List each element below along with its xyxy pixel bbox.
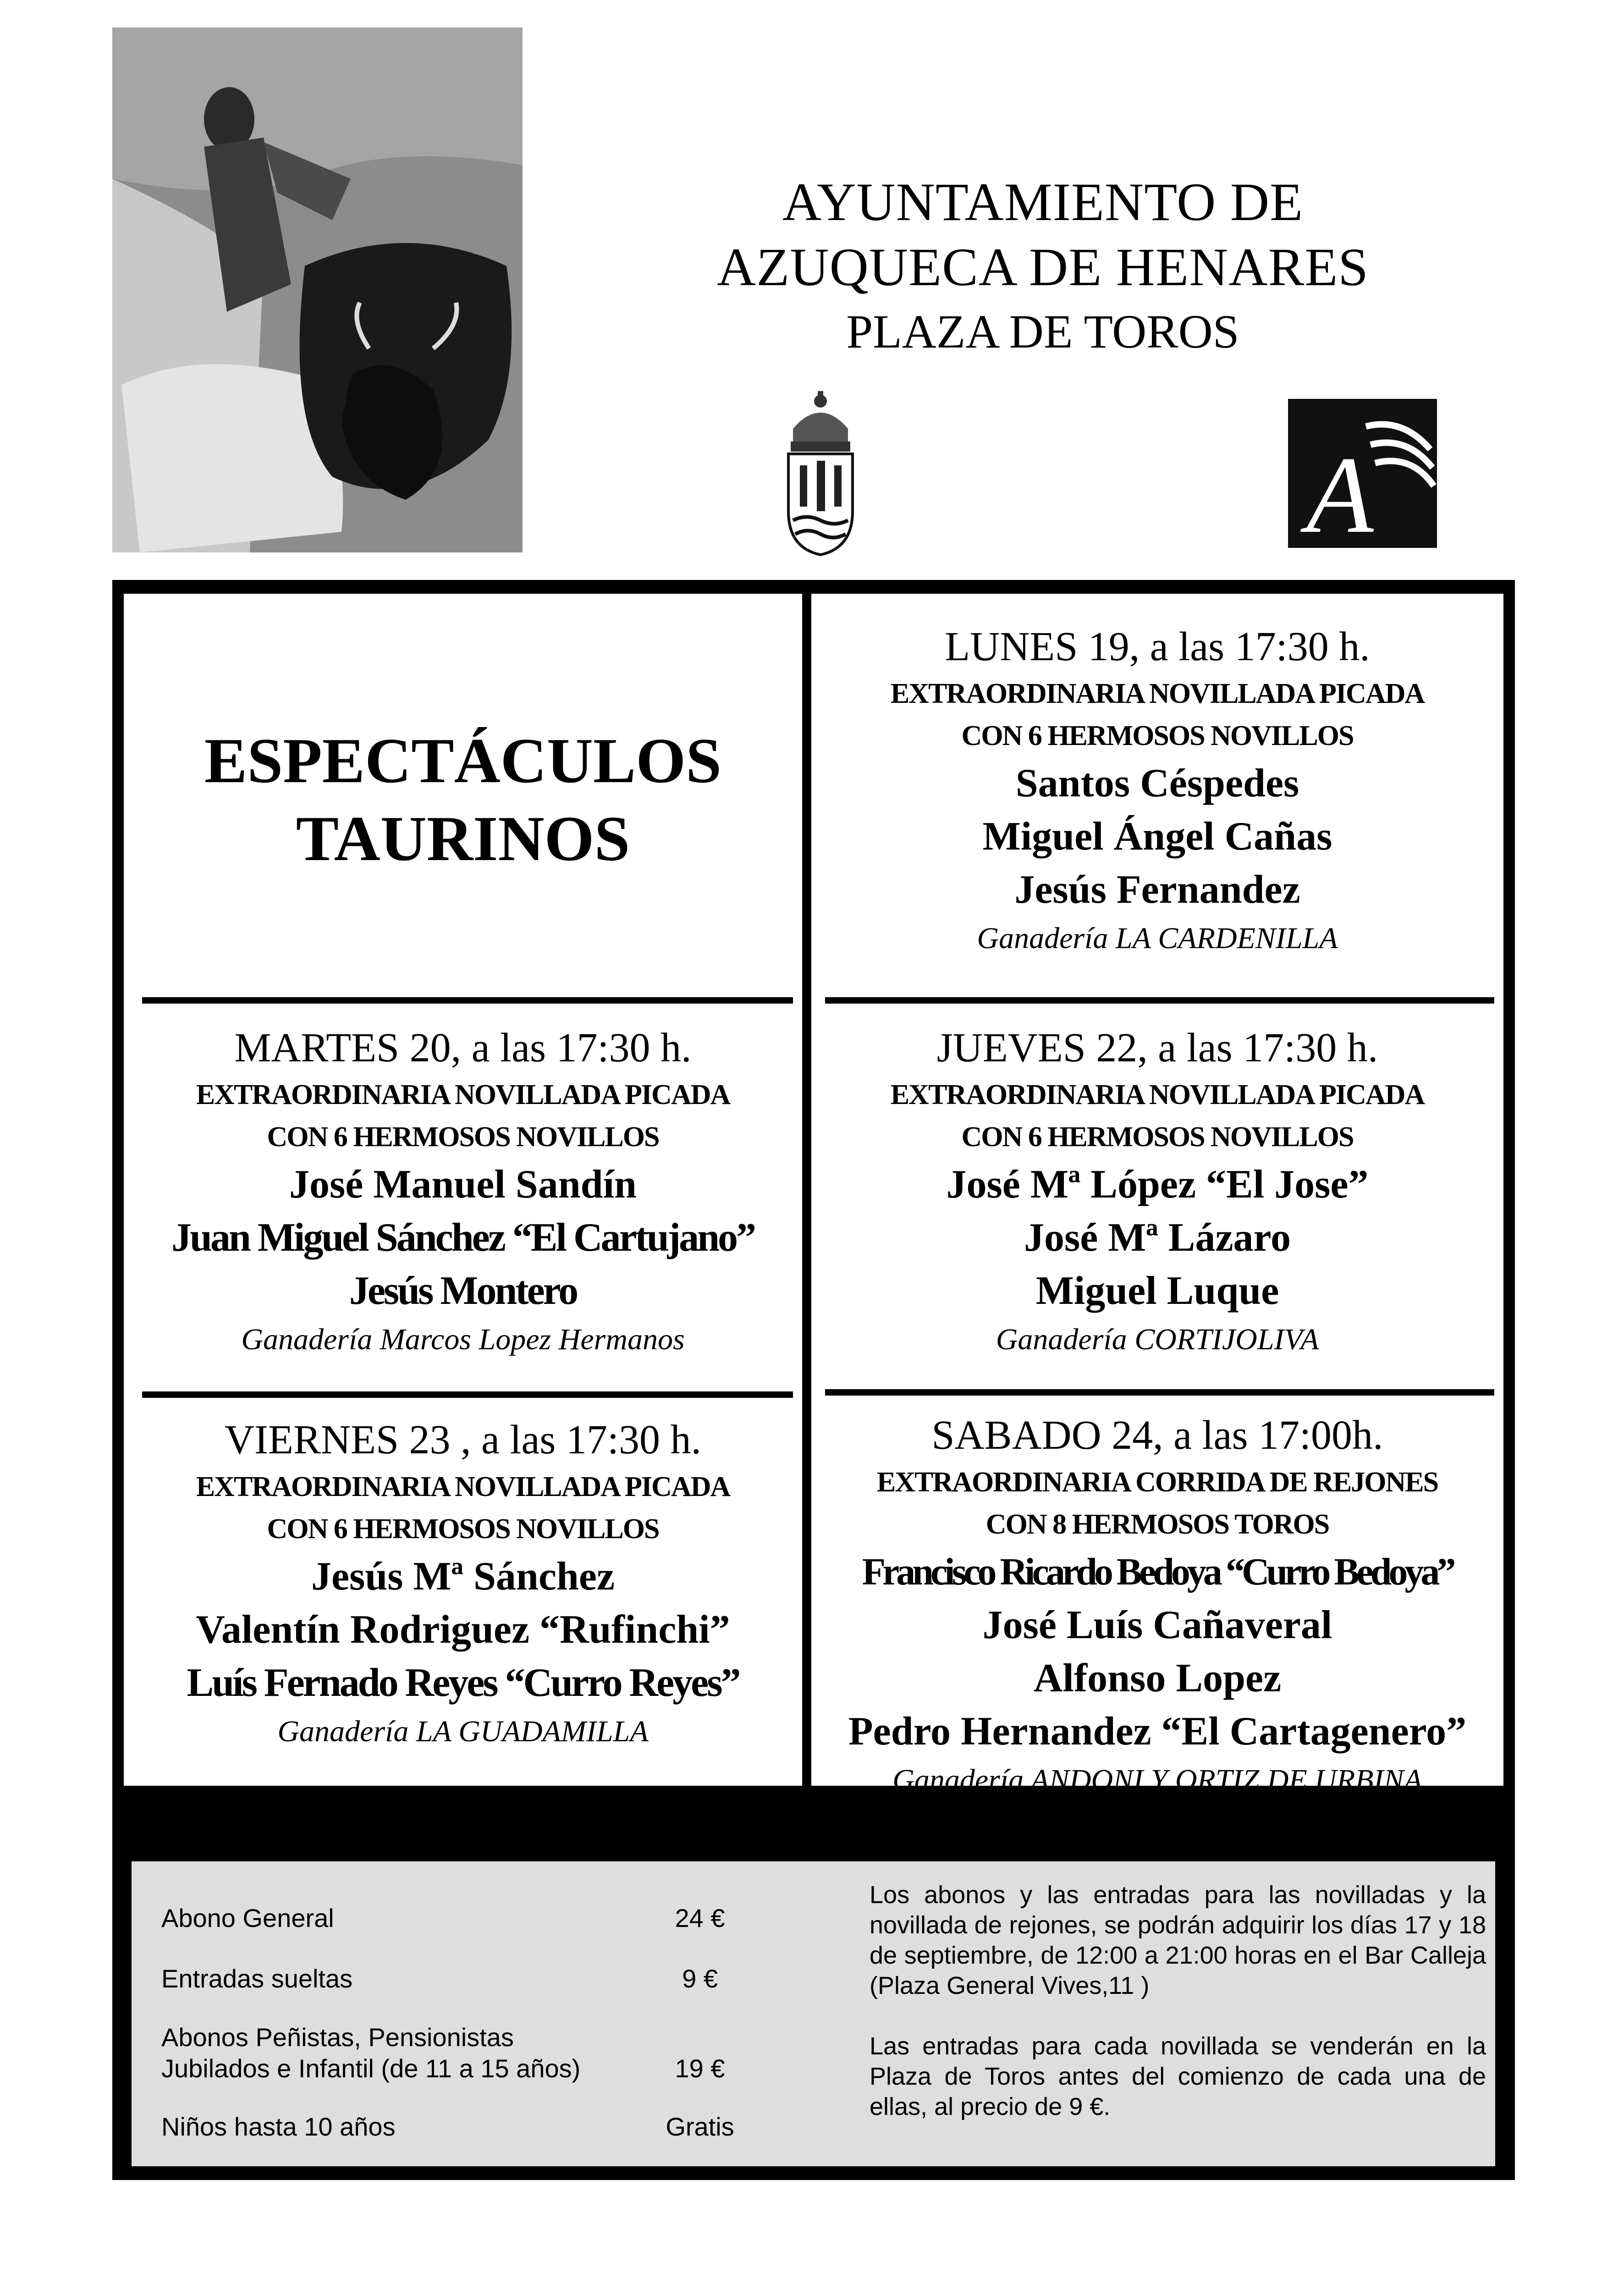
divider xyxy=(825,1389,1494,1396)
event-sabado xyxy=(811,1410,1503,1802)
torero-name: Jesús Fernandez xyxy=(1014,867,1300,912)
main-title-line-1: ESPECTÁCULOS xyxy=(204,725,722,796)
header-line-2: AZUQUECA DE HENARES xyxy=(717,237,1369,297)
events-frame xyxy=(112,580,1515,2180)
price-label: Niños hasta 10 años xyxy=(161,2112,396,2141)
event-subtitle: CON 6 HERMOSOS NOVILLOS xyxy=(267,1121,659,1153)
torero-name: Santos Céspedes xyxy=(1015,761,1299,806)
bullfight-painting xyxy=(112,28,523,552)
price-label: Abonos Peñistas, Pensionistas xyxy=(161,2023,514,2052)
price-row xyxy=(161,1903,757,1934)
info-paragraph: Las entradas para cada novillada se venderán en la Plaza de Toros antes del comienzo de cada una de ellas, al precio de 9 €. xyxy=(870,2032,1486,2120)
coat-of-arms-icon xyxy=(775,387,866,557)
price-label: Entradas sueltas xyxy=(161,1964,353,1993)
main-title-line-2: TAURINOS xyxy=(296,803,630,874)
price-row xyxy=(161,2022,757,2084)
torero-name: Alfonso Lopez xyxy=(1033,1656,1282,1700)
event-day: MARTES 20, a las 17:30 h. xyxy=(234,1025,692,1071)
price-row xyxy=(161,2111,757,2142)
torero-name: Valentín Rodriguez “Rufinchi” xyxy=(196,1607,730,1652)
header xyxy=(642,170,1444,364)
event-viernes xyxy=(124,1414,802,1754)
divider xyxy=(142,1391,793,1398)
torero-name: Juan Miguel Sánchez “El Cartujano” xyxy=(171,1215,755,1260)
torero-name: Miguel Ángel Cañas xyxy=(982,814,1332,859)
header-line-3: PLAZA DE TOROS xyxy=(846,305,1239,358)
event-jueves xyxy=(811,1022,1503,1362)
price-label: Abono General xyxy=(161,1904,334,1932)
svg-text:A: A xyxy=(1306,434,1374,548)
ganaderia: Ganadería LA GUADAMILLA xyxy=(277,1715,649,1748)
event-subtitle: EXTRAORDINARIA NOVILLADA PICADA xyxy=(890,1079,1425,1110)
header-line-1: AYUNTAMIENTO DE xyxy=(782,172,1304,232)
right-panel xyxy=(811,594,1503,1797)
torero-name: José Luís Cañaveral xyxy=(982,1603,1332,1647)
left-panel xyxy=(124,594,802,1786)
torero-name: José Manuel Sandín xyxy=(289,1162,637,1207)
ganaderia: Ganadería Marcos Lopez Hermanos xyxy=(241,1323,685,1356)
event-day: SABADO 24, a las 17:00h. xyxy=(931,1413,1383,1458)
price-label: Jubilados e Infantil (de 11 a 15 años) xyxy=(161,2054,581,2083)
torero-name: Jesús Mª Sánchez xyxy=(311,1554,615,1599)
event-martes xyxy=(124,1022,802,1362)
event-subtitle: CON 6 HERMOSOS NOVILLOS xyxy=(961,720,1354,751)
event-subtitle: CON 6 HERMOSOS NOVILLOS xyxy=(267,1513,659,1545)
torero-name: José Mª López “El Jose” xyxy=(946,1162,1369,1207)
torero-name: Jesús Montero xyxy=(349,1269,577,1313)
event-day: JUEVES 22, a las 17:30 h. xyxy=(936,1025,1378,1071)
torero-name: Pedro Hernandez “El Cartagenero” xyxy=(848,1709,1467,1754)
a-logo-icon xyxy=(1288,399,1437,548)
price-value: 19 € xyxy=(675,2054,725,2083)
event-subtitle: EXTRAORDINARIA NOVILLADA PICADA xyxy=(196,1079,730,1110)
event-day: VIERNES 23 , a las 17:30 h. xyxy=(225,1417,701,1463)
divider xyxy=(825,997,1494,1004)
event-subtitle: CON 6 HERMOSOS NOVILLOS xyxy=(961,1121,1354,1153)
torero-name: Francisco Ricardo Bedoya “Curro Bedoya” xyxy=(862,1551,1453,1593)
price-value: 24 € xyxy=(675,1904,725,1932)
torero-name: Miguel Luque xyxy=(1035,1269,1279,1313)
price-row xyxy=(161,1963,757,1994)
price-value: 9 € xyxy=(682,1964,718,1993)
main-title xyxy=(124,722,802,878)
event-subtitle: CON 8 HERMOSOS TOROS xyxy=(985,1509,1329,1540)
event-subtitle: EXTRAORDINARIA NOVILLADA PICADA xyxy=(196,1471,730,1502)
event-day: LUNES 19, a las 17:30 h. xyxy=(945,624,1370,669)
event-lunes xyxy=(811,621,1503,960)
info-paragraph: Los abonos y las entradas para las novilladas y la novillada de rejones, se podrán adquirir los días 17 y 18 de septiembre, de 12:00 a 21:00 horas en el Bar Calleja (Plaza General Vives,11 ) xyxy=(870,1881,1486,1999)
torero-name: Luís Fernado Reyes “Curro Reyes” xyxy=(187,1661,739,1705)
ganaderia: Ganadería ANDONI Y ORTIZ DE URBINA xyxy=(892,1763,1422,1797)
price-value: Gratis xyxy=(666,2112,734,2141)
price-box xyxy=(132,1861,1495,2166)
torero-name: José Mª Lázaro xyxy=(1024,1215,1291,1260)
divider xyxy=(142,997,793,1004)
event-subtitle: EXTRAORDINARIA NOVILLADA PICADA xyxy=(890,678,1425,709)
ganaderia: Ganadería LA CARDENILLA xyxy=(977,922,1338,955)
ganaderia: Ganadería CORTIJOLIVA xyxy=(996,1323,1319,1356)
event-subtitle: EXTRAORDINARIA CORRIDA DE REJONES xyxy=(876,1467,1438,1498)
